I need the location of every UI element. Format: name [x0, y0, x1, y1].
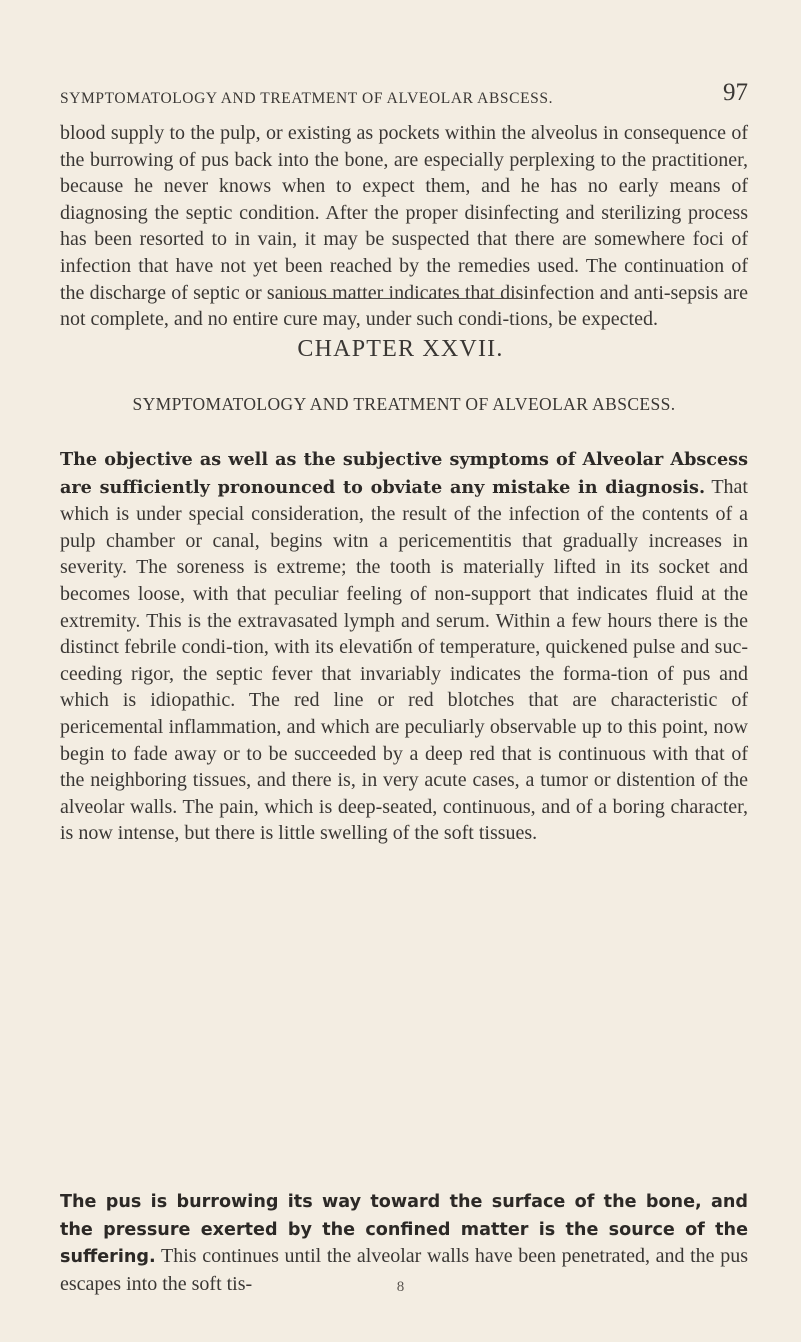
signature-mark: 8	[396, 1279, 405, 1295]
paragraph-body: This continues until the alveolar walls have been penetrated, and the pus escapes into the soft tis-	[60, 1245, 748, 1295]
paragraph-body: That which is under special consideration, the result of the infection of the contents of a pulp chamber or canal, begins witn a pericementitis that gradually increases in severity. The soreness is extreme; the tooth is materially lifted in its socket and becomes loose, with that peculiar feeling of non-support that indicates fluid at the extremity. This is the extravasated lymph and serum. Within a few hours there is the distinct febrile condi-tion, with its elevatiбn of temperature, quickened pulse and suc-ceeding rigor, the septic fever that invariably indicates the forma-tion of pus and which is idiopathic. The red line or red blotches that are characteristic of pericemental inflammation, and which are peculiarly observable up to this point, now begin to fade away or to be succeeded by a deep red that is continuous with that of the neighboring tissues, and there is, in very acute cases, a tumor or distention of the alveolar walls. The pain, which is deep-seated, continuous, and of a boring character, is now intense, but there is little swelling of the soft tissues.	[60, 475, 748, 845]
running-head	[60, 79, 748, 110]
paragraph-continued: blood supply to the pulp, or existing as pockets within the alveolus in consequence of the burrowing of pus back into the bone, are especially perplexing to the practitioner, because he never knows when to expect them, and he has no early means of diagnosing the septic condition. After the proper disinfecting and sterilizing process has been resorted to in vain, it may be suspected that there are somewhere foci of infection that have not yet been reached by the remedies used. The continuation of the discharge of septic or sanious matter indicates that disinfection and anti-sepsis are not complete, and no entire cure may, under such condi-tions, be expected.	[60, 122, 748, 331]
emphasis-sentence: The pus is burrowing its way toward the surface of the bone, and the pressure exerted by the confined matter is the source of the suffering.	[60, 1192, 748, 1268]
running-head-title: SYMPTOMATOLOGY AND TREATMENT OF ALVEOLAR ABSCESS.	[60, 90, 554, 107]
section-divider	[282, 298, 522, 299]
page-number: 97	[723, 79, 748, 106]
lead-sentence: The objective as well as the subjective symptoms of Alveolar Abscess are sufficiently pronounced to obviate any mistake in diagnosis.	[60, 449, 748, 498]
paragraph-symptoms	[60, 446, 748, 847]
chapter-heading: CHAPTER XXVII.	[297, 336, 504, 362]
chapter-title: SYMPTOMATOLOGY AND TREATMENT OF ALVEOLAR ABSCESS.	[132, 394, 676, 414]
